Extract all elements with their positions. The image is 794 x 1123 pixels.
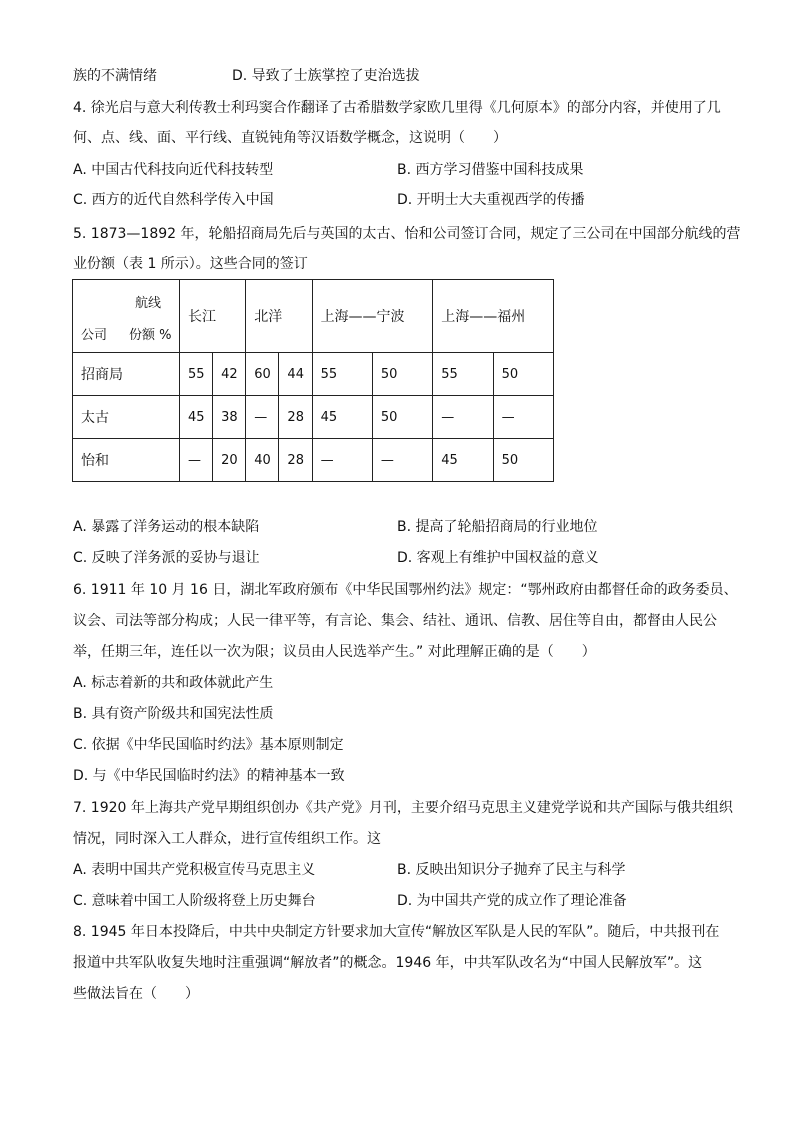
share-cell: 20 [213,439,246,482]
share-cell: 45 [433,439,493,482]
shipping-share-table [72,279,554,482]
route-header-beiyang: 北洋 [246,280,312,353]
q7-option-a: A. 表明中国共产党积极宣传马克思主义 [73,862,316,878]
q6-option-b: B. 具有资产阶级共和国宪法性质 [73,706,274,722]
table-header-row [73,280,554,353]
table-corner-cell [73,280,180,353]
share-cell: — [433,396,493,439]
company-name: 招商局 [73,353,180,396]
q7-option-d: D. 为中国共产党的成立作了理论准备 [397,893,627,909]
q6-stem-line-2: 议会、司法等部分构成；人民一律平等，有言论、集会、结社、通讯、信教、居住等自由，都督由人民公 [73,613,717,629]
q7-option-c: C. 意味着中国工人阶级将登上历史舞台 [73,893,316,909]
company-name: 太古 [73,396,180,439]
share-cell: — [372,439,432,482]
corner-route-label: 航线 [135,296,162,311]
share-cell: 55 [180,353,213,396]
q6-option-a: A. 标志着新的共和政体就此产生 [73,675,274,691]
share-cell: 28 [279,396,312,439]
q5-option-b: B. 提高了轮船招商局的行业地位 [397,519,598,535]
table-row [73,439,554,482]
q4-stem-line-2: 何、点、线、面、平行线、直锐钝角等汉语数学概念，这说明（ ） [73,130,507,146]
q5-option-a: A. 暴露了洋务运动的根本缺陷 [73,519,260,535]
q7-option-b: B. 反映出知识分子抛弃了民主与科学 [397,862,626,878]
q3-tail-text: 族的不满情绪 [73,68,157,84]
share-cell: 42 [213,353,246,396]
q7-stem-line-1: 7. 1920 年上海共产党早期组织创办《共产党》月刊，主要介绍马克思主义建党学说和共产国际与俄共组织 [73,800,733,816]
share-cell: 50 [493,353,553,396]
table-row [73,353,554,396]
share-cell: 50 [493,439,553,482]
q5-option-d: D. 客观上有维护中国权益的意义 [397,550,599,566]
company-name: 怡和 [73,439,180,482]
share-cell: 38 [213,396,246,439]
q6-option-d: D. 与《中华民国临时约法》的精神基本一致 [73,768,345,784]
q4-stem-line-1: 4. 徐光启与意大利传教士利玛窦合作翻译了古希腊数学家欧几里得《几何原本》的部分内容，并使用了几 [73,100,721,116]
share-cell: 45 [312,396,372,439]
share-cell: 40 [246,439,279,482]
q5-option-c: C. 反映了洋务派的妥协与退让 [73,550,260,566]
q8-stem-line-3: 些做法旨在（ ） [73,986,199,1002]
share-cell: 28 [279,439,312,482]
share-cell: — [180,439,213,482]
share-cell: 60 [246,353,279,396]
q7-stem-line-2: 情况，同时深入工人群众，进行宣传组织工作。这 [73,831,381,847]
share-cell: — [312,439,372,482]
q5-stem-line-2: 业份额（表 1 所示）。这些合同的签订 [73,256,308,272]
share-cell: 50 [372,396,432,439]
share-cell: 55 [312,353,372,396]
route-header-shanghai-ningbo: 上海——宁波 [312,280,433,353]
share-cell: 45 [180,396,213,439]
q8-stem-line-1: 8. 1945 年日本投降后，中共中央制定方针要求加大宣传“解放区军队是人民的军队”。随后，中共报刊在 [73,924,720,940]
share-cell: 55 [433,353,493,396]
route-header-yangtze: 长江 [180,280,246,353]
q8-stem-line-2: 报道中共军队收复失地时注重强调“解放者”的概念。1946 年，中共军队改名为“中国人民解放军”。这 [73,955,703,971]
share-cell: — [493,396,553,439]
share-cell: 50 [372,353,432,396]
corner-company-label: 公司 [81,328,108,343]
q6-stem-line-3: 举，任期三年，连任以一次为限；议员由人民选举产生。” 对此理解正确的是（ ） [73,644,596,660]
route-header-shanghai-fuzhou: 上海——福州 [433,280,554,353]
corner-share-label: 份额 % [129,328,172,343]
share-cell: — [246,396,279,439]
q4-option-d: D. 开明士大夫重视西学的传播 [397,192,585,208]
table-row [73,396,554,439]
q5-stem-line-1: 5. 1873—1892 年，轮船招商局先后与英国的太古、怡和公司签订合同，规定了三公司在中国部分航线的营 [73,226,741,242]
q3-option-d: D. 导致了士族掌控了吏治选拔 [232,68,420,84]
q6-option-c: C. 依据《中华民国临时约法》基本原则制定 [73,737,344,753]
q4-option-b: B. 西方学习借鉴中国科技成果 [397,162,584,178]
q4-option-c: C. 西方的近代自然科学传入中国 [73,192,274,208]
share-cell: 44 [279,353,312,396]
q4-option-a: A. 中国古代科技向近代科技转型 [73,162,274,178]
q6-stem-line-1: 6. 1911 年 10 月 16 日，湖北军政府颁布《中华民国鄂州约法》规定：“鄂州政府由都督任命的政务委员、 [73,582,738,598]
